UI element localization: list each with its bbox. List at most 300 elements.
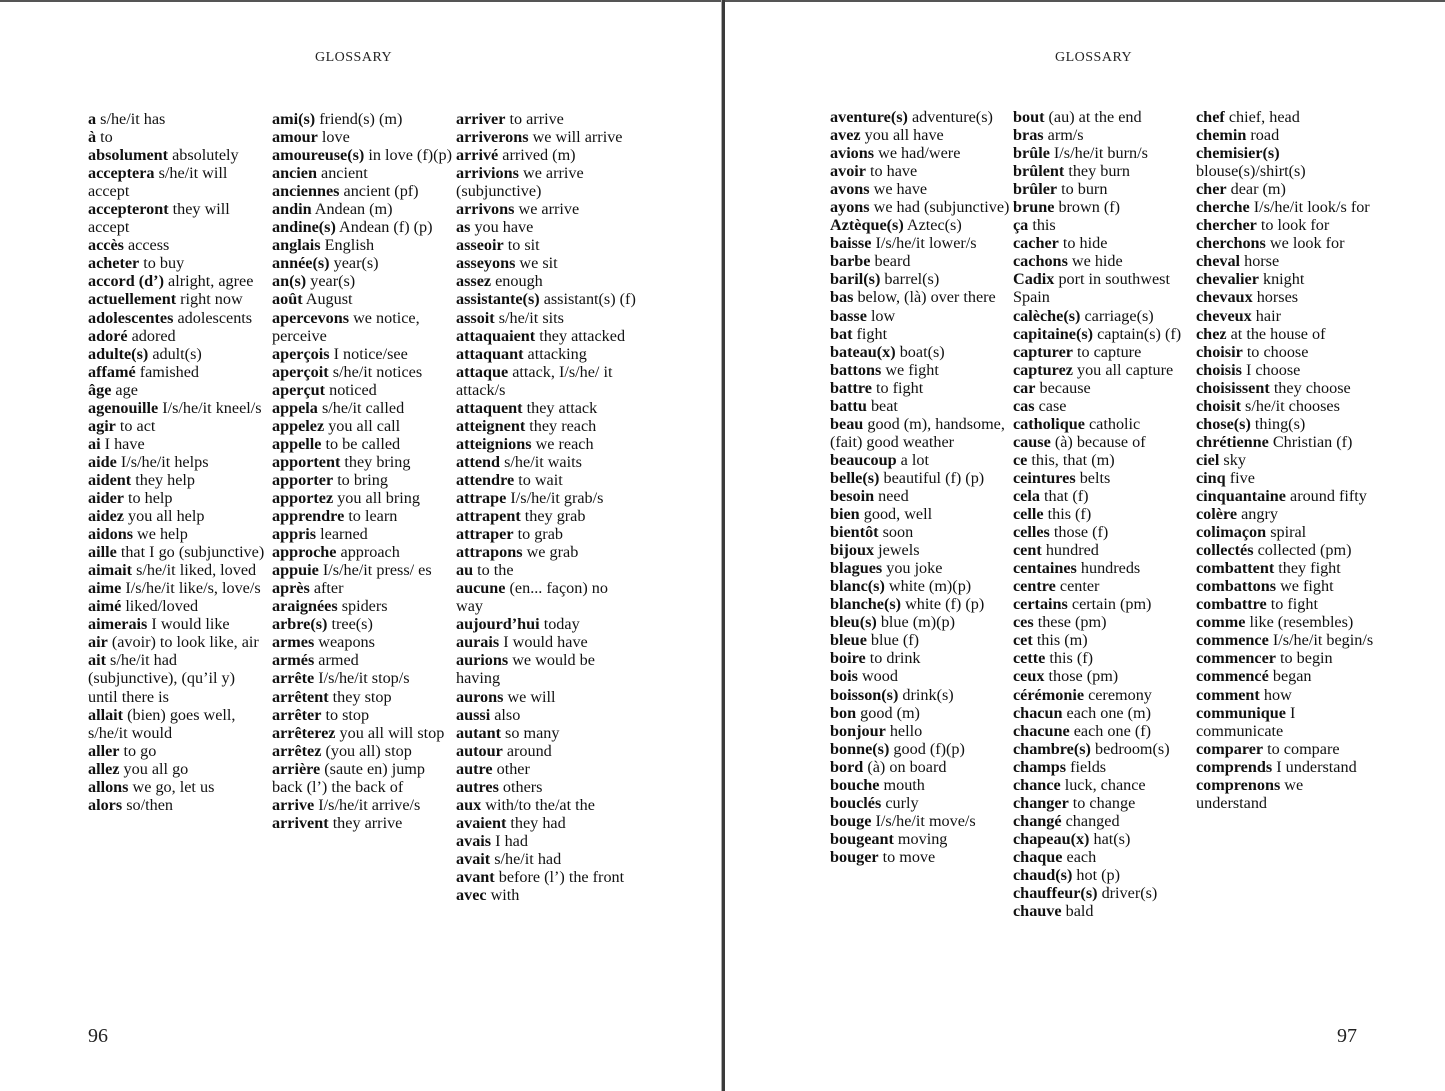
definition: we hide: [1071, 252, 1123, 271]
glossary-entry: [456, 200, 636, 218]
headword: acceptera: [88, 164, 155, 183]
glossary-entry: [1196, 649, 1376, 667]
definition: they burn: [1068, 162, 1130, 181]
headword: Cadix: [1013, 270, 1055, 289]
glossary-entry: [88, 453, 268, 471]
definition: armed: [318, 651, 359, 670]
headword: avant: [456, 867, 495, 886]
headword: aide: [88, 452, 117, 471]
headword: arrêterez: [272, 723, 336, 742]
headword: capturez: [1013, 360, 1073, 379]
headword: avaient: [456, 813, 507, 832]
definition: we help: [137, 525, 188, 544]
definition: we would be having: [456, 651, 595, 688]
glossary-entry: [456, 651, 636, 687]
headword: arbre(s): [272, 615, 328, 634]
glossary-entry: [1196, 415, 1376, 433]
headword: battu: [830, 396, 867, 415]
definition: need: [878, 486, 909, 505]
definition: they arrive: [332, 813, 403, 832]
glossary-entry: [830, 740, 1010, 758]
headword: bat: [830, 324, 853, 343]
glossary-entry: [830, 397, 1010, 415]
definition: I/s/he/it helps: [120, 452, 209, 471]
glossary-entry: [88, 760, 268, 778]
headword: aussi: [456, 705, 491, 724]
definition: with/to the/at the: [485, 795, 595, 814]
glossary-entry: [830, 776, 1010, 794]
definition: to have: [870, 162, 918, 181]
headword: assez: [456, 272, 492, 291]
headword: aujourd’hui: [456, 615, 540, 634]
glossary-entry: [272, 706, 452, 724]
glossary-entry: [1196, 451, 1376, 469]
glossary-entry: [1196, 577, 1376, 595]
definition: to go: [123, 741, 157, 760]
headword: ami(s): [272, 110, 316, 128]
headword: anciennes: [272, 182, 340, 201]
headword: aider: [88, 488, 124, 507]
glossary-entry: [830, 234, 1010, 252]
definition: each one (m): [1066, 703, 1152, 722]
glossary-entry: [272, 110, 452, 128]
headword: combattre: [1196, 595, 1267, 614]
definition: good (m): [860, 703, 920, 722]
headword: catholique: [1013, 414, 1085, 433]
headword: communique: [1196, 703, 1286, 722]
definition: curly: [885, 793, 919, 812]
glossary-entry: [272, 579, 452, 597]
definition: arrived (m): [502, 146, 576, 165]
definition: I notice/see: [333, 344, 408, 363]
definition: with: [490, 886, 520, 905]
definition: I/s/he/it look/s for: [1253, 198, 1370, 217]
definition: boat(s): [899, 342, 945, 361]
glossary-entry: [1196, 252, 1376, 270]
headword: bateau(x): [830, 342, 896, 361]
headword: attend: [456, 452, 501, 471]
definition: to act: [119, 416, 156, 435]
definition: jewels: [878, 541, 920, 560]
headword: brûler: [1013, 180, 1058, 199]
definition: road: [1250, 126, 1280, 145]
glossary-entry: [1196, 234, 1376, 252]
glossary-entry: [830, 848, 1010, 866]
definition: s/he/it called: [321, 398, 405, 417]
glossary-entry: [1196, 343, 1376, 361]
headword: arrêtent: [272, 687, 329, 706]
glossary-entry: [456, 309, 636, 327]
definition: blue (f): [870, 631, 920, 650]
definition: we have: [873, 180, 928, 199]
definition: to compare: [1267, 739, 1340, 758]
definition: adored: [131, 326, 176, 345]
definition: access: [128, 236, 170, 255]
headword: commence: [1196, 631, 1269, 650]
glossary-entry: [272, 254, 452, 272]
glossary-entry: [1013, 343, 1193, 361]
glossary-entry: [1196, 469, 1376, 487]
headword: aperçoit: [272, 362, 329, 381]
glossary-entry: [830, 631, 1010, 649]
definition: enough: [495, 272, 543, 291]
headword: bras: [1013, 126, 1044, 145]
glossary-entry: [1013, 740, 1193, 758]
headword: affamé: [88, 362, 136, 381]
glossary-entry: [88, 561, 268, 579]
headword: arrivé: [456, 146, 499, 165]
headword: boisson(s): [830, 685, 899, 704]
definition: to look for: [1260, 216, 1330, 235]
headword: bien: [830, 505, 860, 524]
headword: chemin: [1196, 126, 1247, 145]
glossary-entry: [88, 236, 268, 254]
definition: we go, let us: [132, 777, 215, 796]
glossary-entry: [272, 597, 452, 615]
definition: hundred: [1045, 541, 1099, 560]
headword: appela: [272, 398, 318, 417]
definition: s/he/it will accept: [88, 164, 228, 201]
definition: to stop: [325, 705, 370, 724]
glossary-entry: [1013, 722, 1193, 740]
definition: to fight: [1270, 595, 1318, 614]
headword: avons: [830, 180, 870, 199]
definition: they grab: [524, 507, 586, 526]
headword: aperçut: [272, 380, 326, 399]
glossary-entry: [1013, 252, 1193, 270]
glossary-entry: [1196, 776, 1376, 812]
glossary-entry: [456, 633, 636, 651]
glossary-entry: [1013, 758, 1193, 776]
glossary-entry: [272, 290, 452, 308]
headword: aperçois: [272, 344, 330, 363]
headword: attaquant: [456, 344, 524, 363]
glossary-entry: [456, 814, 636, 832]
definition: so/then: [126, 795, 173, 814]
headword: chance: [1013, 775, 1061, 794]
glossary-entry: [830, 577, 1010, 595]
headword: andine(s): [272, 218, 336, 237]
headword: cet: [1013, 631, 1033, 650]
definition: hair: [1255, 306, 1281, 325]
definition: to buy: [143, 254, 185, 273]
glossary-entry: [830, 487, 1010, 505]
headword: accès: [88, 236, 124, 255]
glossary-column: [1013, 108, 1193, 920]
headword: bleue: [830, 631, 867, 650]
glossary-entry: [88, 525, 268, 543]
left-page: [0, 0, 720, 1091]
headword: brûlent: [1013, 162, 1065, 181]
glossary-entry: [830, 541, 1010, 559]
headword: cacher: [1013, 234, 1059, 253]
headword: adulte(s): [88, 344, 149, 363]
glossary-entry: [830, 758, 1010, 776]
glossary-entry: [830, 415, 1010, 451]
headword: arrêtez: [272, 741, 322, 760]
headword: bougeant: [830, 829, 894, 848]
glossary-entry: [456, 796, 636, 814]
headword: chose(s): [1196, 414, 1251, 433]
definition: I have: [104, 434, 145, 453]
definition: after: [313, 579, 344, 598]
headword: au: [456, 561, 474, 580]
headword: cérémonie: [1013, 685, 1085, 704]
definition: s/he/it had (subjunctive), (qu’il y) until there is: [88, 651, 235, 706]
definition: you all have: [864, 126, 944, 145]
glossary-entry: [1013, 415, 1193, 433]
headword: amour: [272, 128, 318, 147]
definition: approach: [340, 543, 400, 562]
definition: moving: [897, 829, 948, 848]
definition: blouse(s)/shirt(s): [1196, 162, 1306, 181]
glossary-entry: [88, 327, 268, 345]
headword: bleu(s): [830, 613, 877, 632]
definition: s/he/it chooses: [1245, 396, 1340, 415]
definition: you have: [474, 218, 534, 237]
headword: battre: [830, 378, 872, 397]
glossary-entry: [830, 144, 1010, 162]
definition: liked/loved: [125, 597, 199, 616]
headword: cachons: [1013, 252, 1068, 271]
definition: horses: [1256, 288, 1299, 307]
glossary-entry: [456, 164, 636, 200]
definition: dear (m): [1230, 180, 1286, 199]
definition: to fight: [876, 378, 924, 397]
glossary-entry: [456, 236, 636, 254]
definition: I understand: [1276, 757, 1357, 776]
glossary-entry: [830, 505, 1010, 523]
glossary-entry: [830, 704, 1010, 722]
headword: bonjour: [830, 721, 886, 740]
headword: brune: [1013, 198, 1055, 217]
headword: aucune: [456, 579, 506, 598]
headword: ait: [88, 651, 106, 670]
definition: noticed: [329, 380, 377, 399]
headword: besoin: [830, 486, 875, 505]
definition: each one (f): [1073, 721, 1151, 740]
definition: that (f): [1044, 486, 1089, 505]
glossary-entry: [456, 363, 636, 399]
headword: bas: [830, 288, 854, 307]
glossary-entry: [272, 796, 452, 814]
glossary-entry: [272, 345, 452, 363]
headword: boire: [830, 649, 866, 668]
definition: in love (f)(p): [368, 146, 452, 165]
definition: horse: [1244, 252, 1280, 271]
glossary-entry: [272, 543, 452, 561]
definition: they choose: [1273, 378, 1351, 397]
glossary-entry: [456, 110, 636, 128]
definition: you joke: [886, 559, 943, 578]
headword: ciel: [1196, 450, 1220, 469]
definition: mouth: [883, 775, 925, 794]
headword: comment: [1196, 685, 1260, 704]
definition: we will: [507, 687, 556, 706]
headword: collectés: [1196, 541, 1254, 560]
headword: commencer: [1196, 649, 1276, 668]
definition: s/he/it had: [494, 849, 562, 868]
headword: allez: [88, 759, 120, 778]
glossary-entry: [1013, 704, 1193, 722]
headword: cherchons: [1196, 234, 1266, 253]
headword: capturer: [1013, 342, 1073, 361]
definition: center: [1059, 577, 1100, 596]
glossary-entry: [1196, 559, 1376, 577]
definition: to the: [477, 561, 514, 580]
headword: blanc(s): [830, 577, 885, 596]
headword: cher: [1196, 180, 1227, 199]
headword: adoré: [88, 326, 128, 345]
definition: because: [1039, 378, 1091, 397]
headword: bientôt: [830, 523, 879, 542]
headword: amoureuse(s): [272, 146, 365, 165]
glossary-entry: [88, 200, 268, 236]
headword: chrétienne: [1196, 432, 1269, 451]
definition: blue (m)(p): [880, 613, 955, 632]
glossary-entry: [830, 379, 1010, 397]
definition: Christian (f): [1272, 432, 1353, 451]
headword: bijoux: [830, 541, 875, 560]
headword: aimerais: [88, 615, 148, 634]
headword: cinquantaine: [1196, 486, 1286, 505]
definition: before (l’) the front: [498, 867, 625, 886]
definition: I/s/he/it grab/s: [510, 488, 604, 507]
headword: bonne(s): [830, 739, 890, 758]
headword: chevaux: [1196, 288, 1253, 307]
glossary-entry: [456, 778, 636, 796]
headword: alors: [88, 795, 123, 814]
glossary-entry: [1013, 577, 1193, 595]
headword: choisir: [1196, 342, 1243, 361]
headword: armés: [272, 651, 315, 670]
definition: this, that (m): [1031, 450, 1115, 469]
headword: approche: [272, 543, 337, 562]
headword: actuellement: [88, 290, 177, 309]
headword: cherche: [1196, 198, 1250, 217]
definition: bald: [1065, 902, 1094, 921]
glossary-entry: [830, 686, 1010, 704]
glossary-entry: [1196, 198, 1376, 216]
headword: cinq: [1196, 468, 1226, 487]
glossary-entry: [272, 128, 452, 146]
glossary-entry: [830, 722, 1010, 740]
headword: belle(s): [830, 468, 880, 487]
definition: that I go (subjunctive): [120, 543, 265, 562]
definition: catholic: [1089, 414, 1141, 433]
definition: (en... façon) no way: [456, 579, 608, 616]
headword: appris: [272, 525, 317, 544]
headword: aventure(s): [830, 108, 908, 126]
headword: chapeau(x): [1013, 829, 1090, 848]
definition: we arrive (subjunctive): [456, 164, 584, 201]
glossary-entry: [830, 325, 1010, 343]
glossary-entry: [272, 218, 452, 236]
definition: I had: [495, 831, 528, 850]
glossary-entry: [456, 435, 636, 453]
glossary-entry: [272, 471, 452, 489]
headword: arrière: [272, 759, 321, 778]
headword: bouche: [830, 775, 880, 794]
glossary-entry: [88, 633, 268, 651]
glossary-entry: [1196, 433, 1376, 451]
headword: blagues: [830, 559, 883, 578]
headword: chercher: [1196, 216, 1257, 235]
glossary-entry: [272, 742, 452, 760]
glossary-entry: [830, 180, 1010, 198]
glossary-entry: [456, 742, 636, 760]
glossary-entry: [1196, 595, 1376, 613]
definition: tree(s): [331, 615, 373, 634]
glossary-entry: [1013, 379, 1193, 397]
headword: apportent: [272, 452, 341, 471]
headword: commencé: [1196, 667, 1269, 686]
definition: those (pm): [1048, 667, 1119, 686]
headword: aurions: [456, 651, 509, 670]
definition: we had/were: [878, 144, 961, 163]
headword: cheveux: [1196, 306, 1252, 325]
glossary-entry: [1013, 595, 1193, 613]
headword: à: [88, 128, 97, 147]
glossary-entry: [456, 760, 636, 778]
headword: cette: [1013, 649, 1046, 668]
definition: soon: [882, 523, 914, 542]
glossary-entry: [272, 489, 452, 507]
definition: this: [1032, 216, 1056, 235]
definition: to sit: [507, 236, 540, 255]
headword: chaud(s): [1013, 865, 1073, 884]
definition: good (m), handsome, (fait) good weather: [830, 414, 1005, 451]
definition: s/he/it sits: [498, 308, 564, 327]
definition: other: [496, 759, 530, 778]
page-number: 97: [1337, 1025, 1357, 1047]
definition: this (f): [1047, 505, 1092, 524]
definition: friend(s) (m): [319, 110, 403, 128]
glossary-entry: [272, 417, 452, 435]
glossary-entry: [1196, 631, 1376, 649]
definition: year(s): [310, 272, 356, 291]
glossary-entry: [1196, 541, 1376, 559]
headword: bois: [830, 667, 858, 686]
headword: comprenons: [1196, 775, 1281, 794]
definition: I/s/he/it begin/s: [1272, 631, 1374, 650]
headword: colimaçon: [1196, 523, 1267, 542]
glossary-entry: [830, 343, 1010, 361]
definition: s/he/it has: [100, 110, 166, 128]
glossary-entry: [830, 830, 1010, 848]
definition: case: [1038, 396, 1067, 415]
glossary-entry: [88, 706, 268, 742]
definition: they fight: [1278, 559, 1341, 578]
headword: ça: [1013, 216, 1029, 235]
definition: attacking: [527, 344, 587, 363]
glossary-entry: [272, 633, 452, 651]
glossary-entry: [88, 615, 268, 633]
definition: beautiful (f) (p): [883, 468, 985, 487]
glossary-entry: [272, 525, 452, 543]
definition: fields: [1070, 757, 1107, 776]
headword: attaquent: [456, 398, 523, 417]
headword: ceintures: [1013, 468, 1076, 487]
definition: white (f) (p): [905, 595, 985, 614]
headword: Aztèque(s): [830, 216, 904, 235]
headword: avais: [456, 831, 492, 850]
definition: beat: [870, 396, 898, 415]
headword: beaucoup: [830, 450, 897, 469]
glossary-entry: [830, 162, 1010, 180]
definition: so many: [505, 723, 560, 742]
glossary-entry: [1013, 216, 1193, 234]
